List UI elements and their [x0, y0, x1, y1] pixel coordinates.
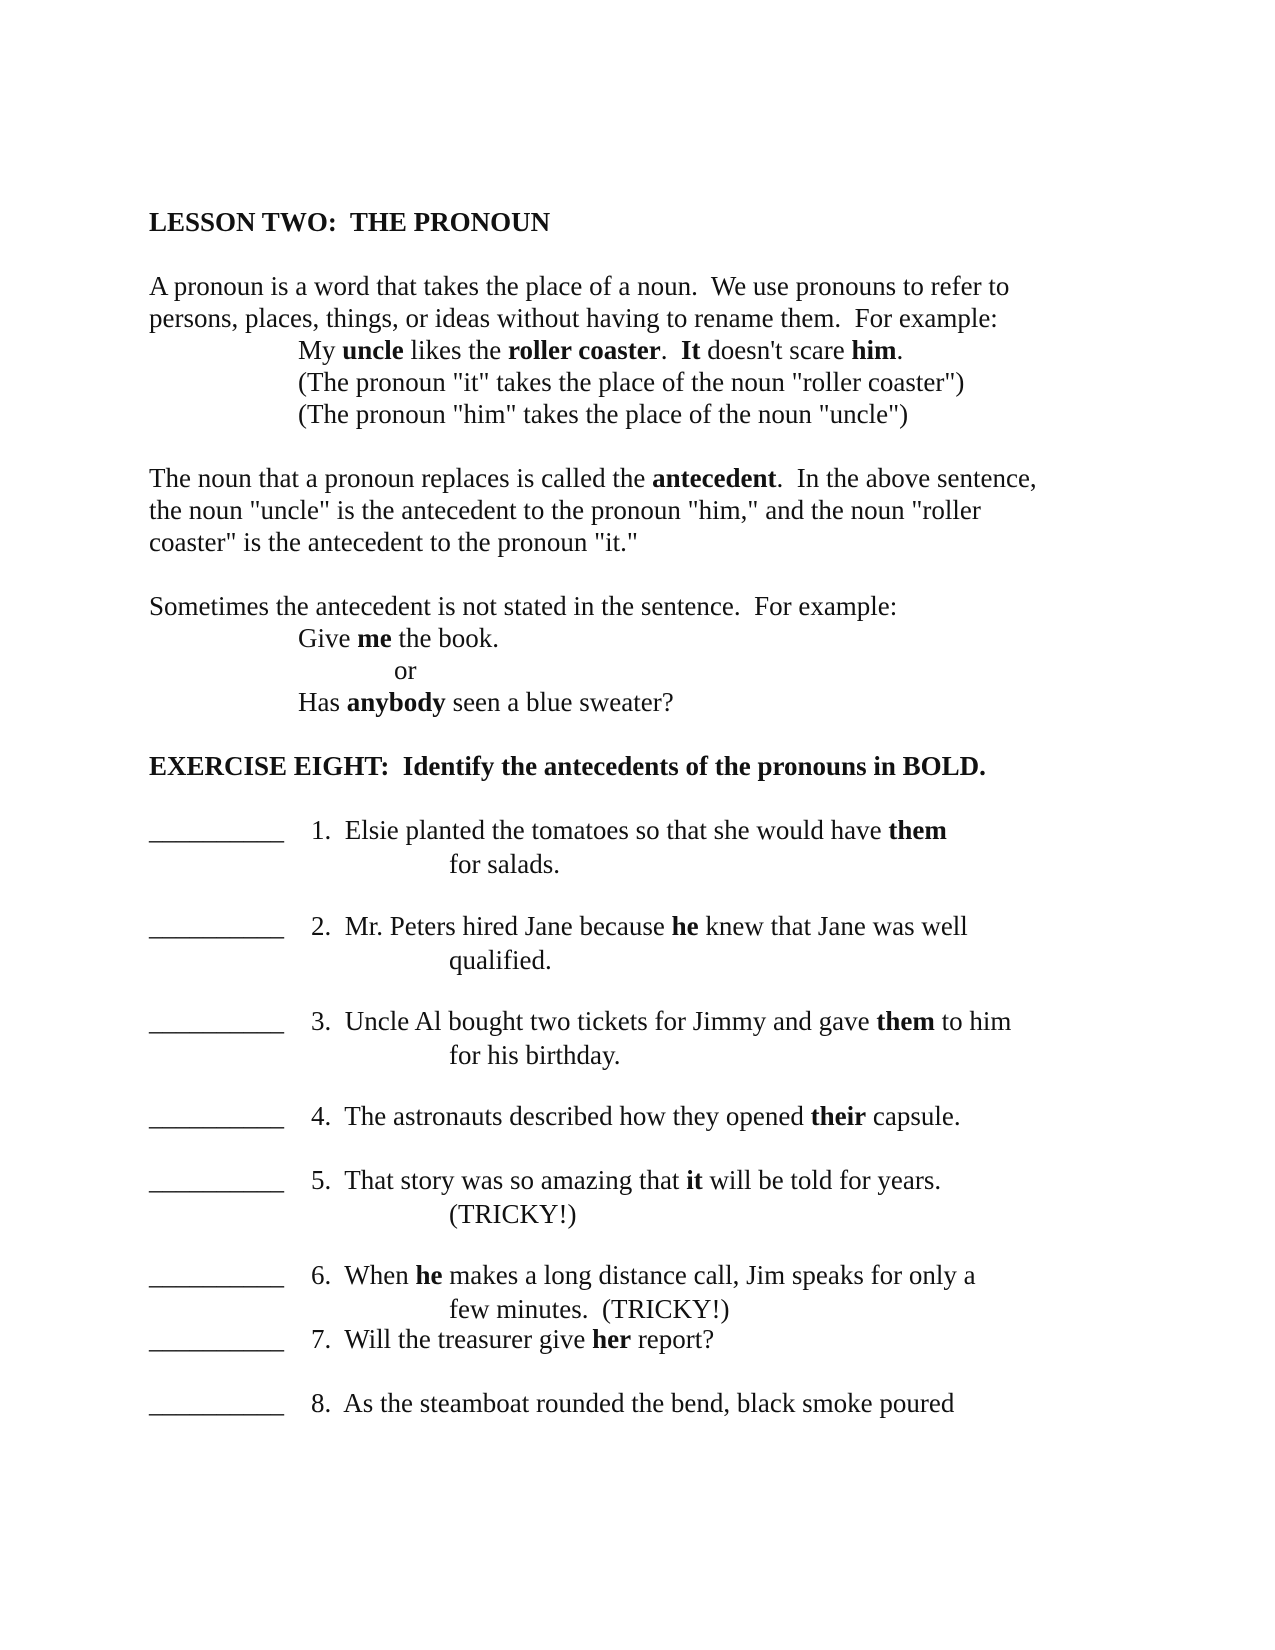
- answer-blank-8[interactable]: __________: [149, 1388, 284, 1418]
- answer-blank-1[interactable]: __________: [149, 815, 284, 845]
- answer-blank-3[interactable]: __________: [149, 1006, 284, 1036]
- unstated-line-1: Sometimes the antecedent is not stated in the sentence. For example:: [149, 591, 898, 621]
- antecedent-line-3: coaster" is the antecedent to the pronoun "it.": [149, 527, 638, 557]
- exercise-item-5-text: 5. That story was so amazing that it will be told for years.: [311, 1165, 942, 1195]
- answer-blank-5[interactable]: __________: [149, 1165, 284, 1195]
- page-title: LESSON TWO: THE PRONOUN: [149, 207, 551, 237]
- exercise-item-6-continued: few minutes. (TRICKY!): [449, 1293, 730, 1324]
- unstated-example-1: Give me the book.: [298, 623, 499, 653]
- exercise-item-5-continued: (TRICKY!): [449, 1198, 577, 1229]
- answer-blank-2[interactable]: __________: [149, 911, 284, 941]
- exercise-item-2-continued: qualified.: [449, 944, 552, 975]
- answer-blank-7[interactable]: __________: [149, 1324, 284, 1354]
- exercise-heading: EXERCISE EIGHT: Identify the antecedents of the pronouns in BOLD.: [149, 751, 986, 781]
- exercise-item-1-continued: for salads.: [449, 848, 560, 879]
- unstated-or: or: [394, 655, 417, 685]
- intro-line-1: A pronoun is a word that takes the place of a noun. We use pronouns to refer to: [149, 271, 1010, 301]
- exercise-item-3-text: 3. Uncle Al bought two tickets for Jimmy and gave them to him: [311, 1006, 1012, 1036]
- exercise-item-2-text: 2. Mr. Peters hired Jane because he knew that Jane was well: [311, 911, 968, 941]
- antecedent-line-1: The noun that a pronoun replaces is called the antecedent. In the above sentence,: [149, 463, 1037, 493]
- unstated-example-2: Has anybody seen a blue sweater?: [298, 687, 674, 717]
- exercise-item-1-text: 1. Elsie planted the tomatoes so that she would have them: [311, 815, 947, 845]
- worksheet-page: [149, 0, 1149, 1650]
- intro-note-2: (The pronoun "him" takes the place of the noun "uncle"): [298, 399, 909, 429]
- intro-note-1: (The pronoun "it" takes the place of the noun "roller coaster"): [298, 367, 965, 397]
- exercise-item-4-text: 4. The astronauts described how they opened their capsule.: [311, 1101, 961, 1131]
- exercise-item-7-text: 7. Will the treasurer give her report?: [311, 1324, 715, 1354]
- intro-example-sentence: My uncle likes the roller coaster. It doesn't scare him.: [298, 335, 904, 365]
- antecedent-line-2: the noun "uncle" is the antecedent to the pronoun "him," and the noun "roller: [149, 495, 981, 525]
- intro-line-2: persons, places, things, or ideas without having to rename them. For example:: [149, 303, 998, 333]
- answer-blank-4[interactable]: __________: [149, 1101, 284, 1131]
- exercise-item-8-text: 8. As the steamboat rounded the bend, black smoke poured: [311, 1388, 955, 1418]
- answer-blank-6[interactable]: __________: [149, 1260, 284, 1290]
- exercise-item-3-continued: for his birthday.: [449, 1039, 621, 1070]
- exercise-item-6-text: 6. When he makes a long distance call, Jim speaks for only a: [311, 1260, 976, 1290]
